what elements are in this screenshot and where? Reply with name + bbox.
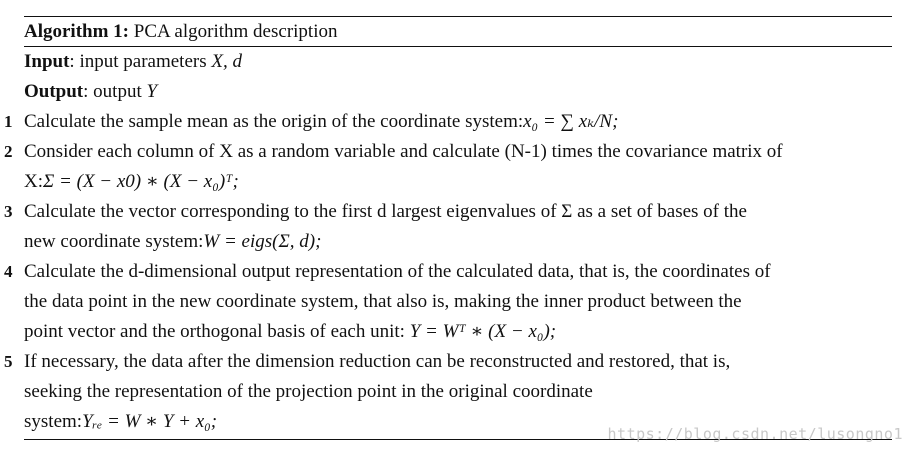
input-line — [24, 47, 892, 77]
step-number: 1 — [4, 112, 13, 131]
step-math: W = eigs(Σ, d); — [203, 231, 322, 252]
step-math: Yᵣₑ = W ∗ Y + x₀; — [82, 411, 218, 432]
step-text: If necessary, the data after the dimension reduction can be reconstructed and restored, that is, — [24, 351, 731, 372]
output-text: : output — [83, 81, 147, 102]
step-math: Y = Wᵀ ∗ (X − x₀); — [409, 321, 557, 342]
step-number: 2 — [4, 142, 13, 161]
step-1-line-1 — [4, 107, 892, 137]
step-number: 3 — [4, 202, 13, 221]
step-text: the data point in the new coordinate system, that also is, making the inner product between the — [24, 291, 742, 312]
step-3-line-1 — [4, 197, 892, 227]
step-text: Calculate the d-dimensional output representation of the calculated data, that is, the coordinates of — [24, 261, 771, 282]
step-text: new coordinate system: — [24, 231, 204, 252]
step-text: Consider each column of X as a random variable and calculate (N-1) times the covariance matrix of — [24, 141, 783, 162]
step-number: 4 — [4, 262, 13, 281]
algorithm-steps — [4, 107, 892, 437]
step-5-line-1 — [4, 347, 892, 377]
watermark: https://blog.csdn.net/lusongno1 — [607, 425, 903, 443]
step-3-line-2 — [24, 227, 892, 257]
output-vars: Y — [146, 81, 158, 102]
step-math: x₀ = ∑ xₖ/N; — [523, 111, 619, 132]
algorithm-title: PCA algorithm description — [133, 21, 338, 42]
input-text: : input parameters — [69, 51, 212, 72]
step-2-line-1 — [4, 137, 892, 167]
step-4-line-3 — [24, 317, 892, 347]
algorithm-label: Algorithm 1: — [24, 21, 130, 42]
input-label: Input — [24, 51, 70, 72]
step-number: 5 — [4, 352, 13, 371]
step-4-line-1 — [4, 257, 892, 287]
algorithm-caption — [24, 17, 892, 46]
output-line — [24, 77, 892, 107]
step-math: Σ = (X − x0) ∗ (X − x₀)ᵀ; — [43, 171, 239, 192]
input-vars: X, d — [211, 51, 242, 72]
step-text: Calculate the vector corresponding to the first d largest eigenvalues of Σ as a set of bases of the — [24, 201, 747, 222]
step-2-line-2 — [24, 167, 892, 197]
step-text: X: — [24, 171, 43, 192]
output-label: Output — [24, 81, 84, 102]
step-4-line-2 — [24, 287, 892, 317]
step-text: Calculate the sample mean as the origin of the coordinate system: — [24, 111, 524, 132]
step-text: system: — [24, 411, 83, 432]
step-5-line-2 — [24, 377, 892, 407]
algorithm-block — [4, 16, 892, 440]
step-text: point vector and the orthogonal basis of each unit: — [24, 321, 410, 342]
step-text: seeking the representation of the projection point in the original coordinate — [24, 381, 593, 402]
